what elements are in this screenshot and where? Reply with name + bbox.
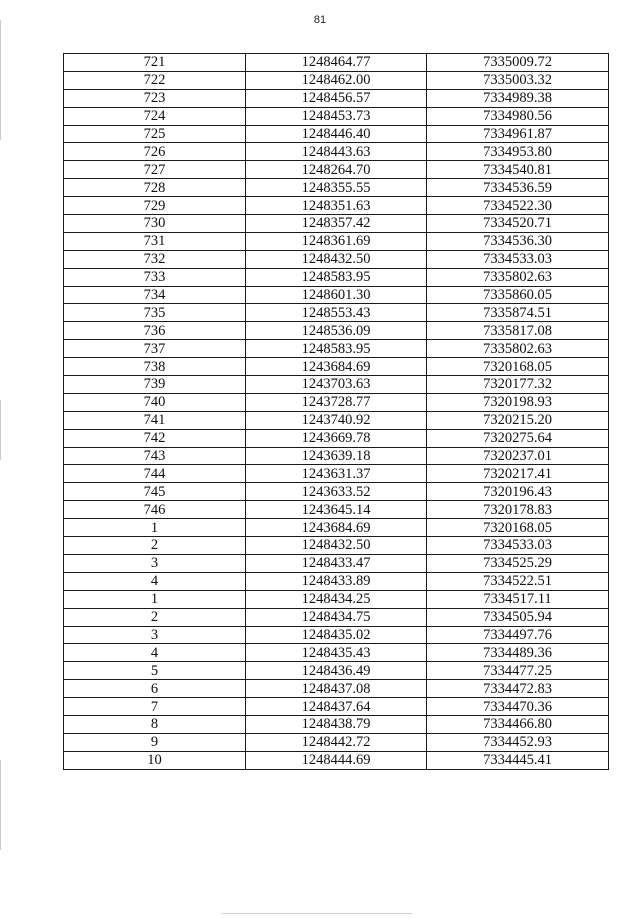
point-number-cell: 2: [64, 537, 246, 555]
y-coordinate-cell: 7320237.01: [427, 447, 609, 465]
point-number-cell: 731: [64, 232, 246, 250]
y-coordinate-cell: 7334525.29: [427, 554, 609, 572]
y-coordinate-cell: 7334536.59: [427, 179, 609, 197]
y-coordinate-cell: 7335009.72: [427, 54, 609, 72]
table-row: [64, 662, 609, 680]
y-coordinate-cell: 7334522.51: [427, 572, 609, 590]
x-coordinate-cell: 1248446.40: [246, 125, 427, 143]
y-coordinate-cell: 7334522.30: [427, 197, 609, 215]
x-coordinate-cell: 1248583.95: [246, 340, 427, 358]
table-row: [64, 161, 609, 179]
point-number-cell: 734: [64, 286, 246, 304]
table-row: [64, 54, 609, 72]
point-number-cell: 737: [64, 340, 246, 358]
x-coordinate-cell: 1243703.63: [246, 376, 427, 394]
point-number-cell: 1: [64, 519, 246, 537]
y-coordinate-cell: 7334533.03: [427, 537, 609, 555]
point-number-cell: 4: [64, 572, 246, 590]
x-coordinate-cell: 1248443.63: [246, 143, 427, 161]
point-number-cell: 1: [64, 590, 246, 608]
table-row: [64, 107, 609, 125]
table-row: [64, 680, 609, 698]
table-row: [64, 125, 609, 143]
point-number-cell: 727: [64, 161, 246, 179]
point-number-cell: 723: [64, 89, 246, 107]
table-row: [64, 286, 609, 304]
x-coordinate-cell: 1248361.69: [246, 232, 427, 250]
y-coordinate-cell: 7334489.36: [427, 644, 609, 662]
y-coordinate-cell: 7334953.80: [427, 143, 609, 161]
x-coordinate-cell: 1243740.92: [246, 411, 427, 429]
table-row: [64, 268, 609, 286]
table-row: [64, 197, 609, 215]
x-coordinate-cell: 1243684.69: [246, 358, 427, 376]
table-row: [64, 465, 609, 483]
table-row: [64, 519, 609, 537]
x-coordinate-cell: 1243728.77: [246, 393, 427, 411]
table-row: [64, 322, 609, 340]
y-coordinate-cell: 7334452.93: [427, 733, 609, 751]
x-coordinate-cell: 1248536.09: [246, 322, 427, 340]
x-coordinate-cell: 1243631.37: [246, 465, 427, 483]
y-coordinate-cell: 7334445.41: [427, 751, 609, 769]
point-number-cell: 3: [64, 626, 246, 644]
x-coordinate-cell: 1243669.78: [246, 429, 427, 447]
y-coordinate-cell: 7335874.51: [427, 304, 609, 322]
table-row: [64, 626, 609, 644]
table-row: [64, 590, 609, 608]
y-coordinate-cell: 7320215.20: [427, 411, 609, 429]
point-number-cell: 729: [64, 197, 246, 215]
table-row: [64, 232, 609, 250]
x-coordinate-cell: 1248442.72: [246, 733, 427, 751]
x-coordinate-cell: 1248583.95: [246, 268, 427, 286]
x-coordinate-cell: 1248437.08: [246, 680, 427, 698]
point-number-cell: 744: [64, 465, 246, 483]
point-number-cell: 730: [64, 215, 246, 233]
y-coordinate-cell: 7320275.64: [427, 429, 609, 447]
table-row: [64, 537, 609, 555]
x-coordinate-cell: 1248434.25: [246, 590, 427, 608]
x-coordinate-cell: 1248456.57: [246, 89, 427, 107]
y-coordinate-cell: 7334470.36: [427, 698, 609, 716]
y-coordinate-cell: 7320196.43: [427, 483, 609, 501]
table-row: [64, 215, 609, 233]
point-number-cell: 721: [64, 54, 246, 72]
y-coordinate-cell: 7334540.81: [427, 161, 609, 179]
x-coordinate-cell: 1248351.63: [246, 197, 427, 215]
x-coordinate-cell: 1248432.50: [246, 537, 427, 555]
x-coordinate-cell: 1248438.79: [246, 715, 427, 733]
point-number-cell: 739: [64, 376, 246, 394]
table-row: [64, 554, 609, 572]
y-coordinate-cell: 7320198.93: [427, 393, 609, 411]
table-row: [64, 179, 609, 197]
point-number-cell: 726: [64, 143, 246, 161]
scan-edge-mark: [0, 760, 1, 850]
y-coordinate-cell: 7320168.05: [427, 519, 609, 537]
y-coordinate-cell: 7320178.83: [427, 501, 609, 519]
x-coordinate-cell: 1248355.55: [246, 179, 427, 197]
y-coordinate-cell: 7334961.87: [427, 125, 609, 143]
point-number-cell: 746: [64, 501, 246, 519]
y-coordinate-cell: 7335802.63: [427, 268, 609, 286]
point-number-cell: 740: [64, 393, 246, 411]
y-coordinate-cell: 7335860.05: [427, 286, 609, 304]
y-coordinate-cell: 7334980.56: [427, 107, 609, 125]
y-coordinate-cell: 7334466.80: [427, 715, 609, 733]
table-row: [64, 608, 609, 626]
x-coordinate-cell: 1248433.89: [246, 572, 427, 590]
x-coordinate-cell: 1243633.52: [246, 483, 427, 501]
x-coordinate-cell: 1248436.49: [246, 662, 427, 680]
y-coordinate-cell: 7334472.83: [427, 680, 609, 698]
table-row: [64, 483, 609, 501]
point-number-cell: 4: [64, 644, 246, 662]
point-number-cell: 733: [64, 268, 246, 286]
table-row: [64, 698, 609, 716]
table-row: [64, 644, 609, 662]
x-coordinate-cell: 1248437.64: [246, 698, 427, 716]
y-coordinate-cell: 7334536.30: [427, 232, 609, 250]
y-coordinate-cell: 7334505.94: [427, 608, 609, 626]
y-coordinate-cell: 7320177.32: [427, 376, 609, 394]
point-number-cell: 742: [64, 429, 246, 447]
x-coordinate-cell: 1243639.18: [246, 447, 427, 465]
table-row: [64, 376, 609, 394]
x-coordinate-cell: 1248357.42: [246, 215, 427, 233]
point-number-cell: 741: [64, 411, 246, 429]
scan-edge-mark: [0, 20, 1, 140]
point-number-cell: 732: [64, 250, 246, 268]
y-coordinate-cell: 7334989.38: [427, 89, 609, 107]
x-coordinate-cell: 1248453.73: [246, 107, 427, 125]
point-number-cell: 743: [64, 447, 246, 465]
point-number-cell: 724: [64, 107, 246, 125]
x-coordinate-cell: 1248444.69: [246, 751, 427, 769]
x-coordinate-cell: 1248553.43: [246, 304, 427, 322]
point-number-cell: 8: [64, 715, 246, 733]
point-number-cell: 7: [64, 698, 246, 716]
y-coordinate-cell: 7334520.71: [427, 215, 609, 233]
table-row: [64, 89, 609, 107]
table-row: [64, 447, 609, 465]
coordinates-table-container: [63, 53, 608, 770]
y-coordinate-cell: 7335817.08: [427, 322, 609, 340]
x-coordinate-cell: 1243684.69: [246, 519, 427, 537]
table-row: [64, 340, 609, 358]
x-coordinate-cell: 1248464.77: [246, 54, 427, 72]
table-row: [64, 429, 609, 447]
x-coordinate-cell: 1248435.43: [246, 644, 427, 662]
point-number-cell: 725: [64, 125, 246, 143]
point-number-cell: 6: [64, 680, 246, 698]
scan-edge-mark: [0, 400, 1, 460]
scan-bottom-mark: [222, 913, 412, 914]
x-coordinate-cell: 1248434.75: [246, 608, 427, 626]
point-number-cell: 2: [64, 608, 246, 626]
point-number-cell: 745: [64, 483, 246, 501]
point-number-cell: 3: [64, 554, 246, 572]
table-row: [64, 411, 609, 429]
y-coordinate-cell: 7335802.63: [427, 340, 609, 358]
table-row: [64, 751, 609, 769]
point-number-cell: 728: [64, 179, 246, 197]
y-coordinate-cell: 7334477.25: [427, 662, 609, 680]
coordinates-table: [63, 53, 609, 770]
x-coordinate-cell: 1248433.47: [246, 554, 427, 572]
y-coordinate-cell: 7334497.76: [427, 626, 609, 644]
table-row: [64, 501, 609, 519]
table-row: [64, 304, 609, 322]
y-coordinate-cell: 7320168.05: [427, 358, 609, 376]
x-coordinate-cell: 1243645.14: [246, 501, 427, 519]
point-number-cell: 735: [64, 304, 246, 322]
table-row: [64, 572, 609, 590]
y-coordinate-cell: 7334533.03: [427, 250, 609, 268]
point-number-cell: 722: [64, 71, 246, 89]
x-coordinate-cell: 1248432.50: [246, 250, 427, 268]
table-row: [64, 393, 609, 411]
y-coordinate-cell: 7320217.41: [427, 465, 609, 483]
point-number-cell: 9: [64, 733, 246, 751]
table-row: [64, 715, 609, 733]
table-row: [64, 250, 609, 268]
y-coordinate-cell: 7335003.32: [427, 71, 609, 89]
x-coordinate-cell: 1248435.02: [246, 626, 427, 644]
x-coordinate-cell: 1248264.70: [246, 161, 427, 179]
point-number-cell: 5: [64, 662, 246, 680]
y-coordinate-cell: 7334517.11: [427, 590, 609, 608]
point-number-cell: 10: [64, 751, 246, 769]
point-number-cell: 738: [64, 358, 246, 376]
table-row: [64, 71, 609, 89]
table-row: [64, 358, 609, 376]
point-number-cell: 736: [64, 322, 246, 340]
table-row: [64, 733, 609, 751]
x-coordinate-cell: 1248601.30: [246, 286, 427, 304]
coordinates-table-body: [64, 54, 609, 770]
table-row: [64, 143, 609, 161]
page-number: 81: [313, 14, 327, 26]
x-coordinate-cell: 1248462.00: [246, 71, 427, 89]
